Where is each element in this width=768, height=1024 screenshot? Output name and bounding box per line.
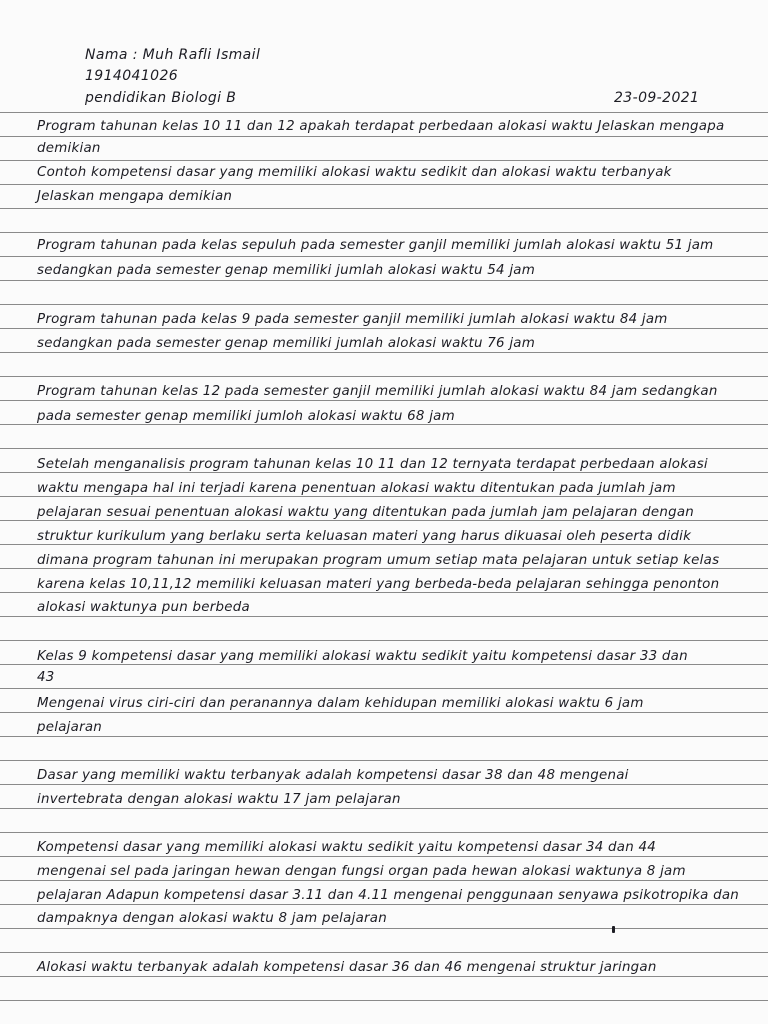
date-label: 23-09-2021 [614, 90, 700, 106]
ruled-line [0, 400, 768, 401]
ruled-line [0, 280, 768, 281]
ruled-line [0, 592, 768, 593]
ruled-line [0, 328, 768, 329]
ruled-line [0, 880, 768, 881]
ruled-line [0, 352, 768, 353]
ruled-line [0, 760, 768, 761]
text-line: Program tahunan kelas 12 pada semester ganjil memiliki jumlah alokasi waktu 84 jam sedangkan [37, 384, 718, 399]
student-name: Nama : Muh Rafli Ismail [85, 47, 261, 63]
ruled-line [0, 904, 768, 905]
ruled-line [0, 424, 768, 425]
class-label: pendidikan Biologi B [85, 90, 237, 106]
ruled-line [0, 976, 768, 977]
ruled-line [0, 688, 768, 689]
ruled-line [0, 184, 768, 185]
ruled-line [0, 952, 768, 953]
text-line: pada semester genap memiliki jumloh alokasi waktu 68 jam [37, 409, 455, 424]
ink-mark [612, 926, 615, 933]
ruled-line [0, 640, 768, 641]
text-line: mengenai sel pada jaringan hewan dengan fungsi organ pada hewan alokasi waktunya 8 jam [37, 864, 686, 879]
ruled-line [0, 304, 768, 305]
text-line: pelajaran Adapun kompetensi dasar 3.11 dan 4.11 mengenai penggunaan senyawa psikotropika dan [37, 888, 740, 903]
text-line: Alokasi waktu terbanyak adalah kompetensi dasar 36 dan 46 mengenai struktur jaringan [37, 960, 657, 975]
ruled-line [0, 712, 768, 713]
text-line: sedangkan pada semester genap memiliki jumlah alokasi waktu 54 jam [37, 263, 536, 278]
ruled-line [0, 520, 768, 521]
text-line: dimana program tahunan ini merupakan program umum setiap mata pelajaran untuk setiap kelas [37, 553, 720, 568]
text-line: Contoh kompetensi dasar yang memiliki alokasi waktu sedikit dan alokasi waktu terbanyak [37, 165, 672, 180]
ruled-line [0, 784, 768, 785]
ruled-line [0, 1000, 768, 1001]
text-line: demikian [37, 141, 101, 156]
text-line: struktur kurikulum yang berlaku serta keluasan materi yang harus dikuasai oleh peserta didik [37, 529, 692, 544]
text-line: waktu mengapa hal ini terjadi karena penentuan alokasi waktu ditentukan pada jumlah jam [37, 481, 676, 496]
ruled-line [0, 808, 768, 809]
text-line: Program tahunan kelas 10 11 dan 12 apakah terdapat perbedaan alokasi waktu Jelaskan mengapa [37, 119, 725, 134]
ruled-line [0, 448, 768, 449]
ruled-line [0, 472, 768, 473]
ruled-line [0, 232, 768, 233]
ruled-line [0, 856, 768, 857]
ruled-line [0, 112, 768, 113]
text-line: alokasi waktunya pun berbeda [37, 600, 250, 615]
text-line: Program tahunan pada kelas 9 pada semester ganjil memiliki jumlah alokasi waktu 84 jam [37, 312, 668, 327]
text-line: Setelah menganalisis program tahunan kelas 10 11 dan 12 ternyata terdapat perbedaan alokasi [37, 457, 708, 472]
ruled-line [0, 736, 768, 737]
ruled-line [0, 928, 768, 929]
ruled-line [0, 208, 768, 209]
text-line: karena kelas 10,11,12 memiliki keluasan materi yang berbeda-beda pelajaran sehingga penonton [37, 577, 720, 592]
text-line: 43 [37, 670, 55, 685]
text-line: sedangkan pada semester genap memiliki jumlah alokasi waktu 76 jam [37, 336, 536, 351]
ruled-line [0, 544, 768, 545]
text-line: pelajaran sesuai penentuan alokasi waktu yang ditentukan pada jumlah jam pelajaran dengan [37, 505, 695, 520]
text-line: Kompetensi dasar yang memiliki alokasi waktu sedikit yaitu kompetensi dasar 34 dan 44 [37, 840, 656, 855]
text-line: Mengenai virus ciri-ciri dan peranannya dalam kehidupan memiliki alokasi waktu 6 jam [37, 696, 644, 711]
ruled-line [0, 160, 768, 161]
ruled-line [0, 256, 768, 257]
text-line: Program tahunan pada kelas sepuluh pada semester ganjil memiliki jumlah alokasi waktu 51 jam [37, 238, 714, 253]
ruled-line [0, 136, 768, 137]
text-line: Kelas 9 kompetensi dasar yang memiliki alokasi waktu sedikit yaitu kompetensi dasar 33 dan [37, 649, 688, 664]
ruled-line [0, 496, 768, 497]
text-line: Jelaskan mengapa demikian [37, 189, 233, 204]
ruled-line [0, 376, 768, 377]
student-id: 1914041026 [85, 68, 179, 84]
ruled-line [0, 832, 768, 833]
text-line: invertebrata dengan alokasi waktu 17 jam pelajaran [37, 792, 401, 807]
text-line: Dasar yang memiliki waktu terbanyak adalah kompetensi dasar 38 dan 48 mengenai [37, 768, 629, 783]
text-line: dampaknya dengan alokasi waktu 8 jam pelajaran [37, 911, 387, 926]
ruled-line [0, 568, 768, 569]
text-line: pelajaran [37, 720, 103, 735]
ruled-line [0, 616, 768, 617]
ruled-line [0, 664, 768, 665]
